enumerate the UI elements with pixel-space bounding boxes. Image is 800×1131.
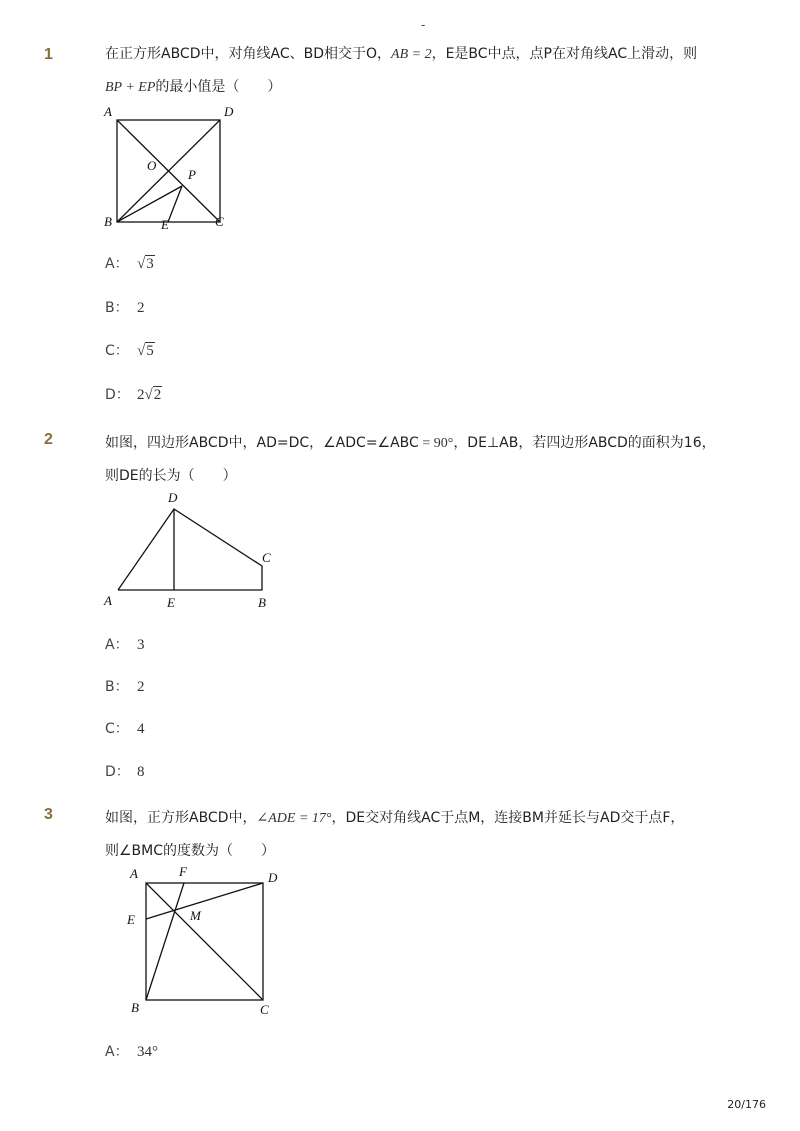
option-b[interactable]	[105, 298, 145, 318]
option-label: A：	[105, 256, 129, 272]
vertex-label: B	[258, 595, 266, 610]
option-label: A：	[105, 637, 129, 653]
option-value: √3	[137, 256, 154, 272]
option-d[interactable]	[105, 762, 145, 782]
option-value: 8	[137, 764, 145, 780]
question-number: 1	[44, 46, 53, 63]
segment-bf	[146, 883, 184, 1000]
option-a[interactable]	[105, 635, 145, 655]
stem-math: ∠ADE = 17°	[256, 811, 332, 826]
stem-text: 如图，正方形ABCD中，	[105, 810, 257, 826]
point-label: M	[190, 908, 201, 923]
vertex-label: A	[104, 104, 112, 119]
option-value: √5	[137, 343, 154, 359]
vertex-label: D	[224, 104, 234, 119]
option-value: 2	[137, 679, 145, 695]
stem-text: 则DE的长为（ ）	[105, 468, 237, 484]
point-label: E	[167, 595, 175, 610]
vertex-label: A	[130, 866, 138, 881]
quadrilateral-outline	[118, 509, 262, 590]
vertex-label: A	[104, 593, 112, 608]
option-label: D：	[105, 764, 130, 780]
point-label: P	[188, 167, 196, 182]
option-c[interactable]	[105, 719, 145, 739]
stem-text: 在正方形ABCD中，对角线AC、BD相交于O，	[105, 46, 392, 62]
point-label: E	[161, 217, 169, 232]
option-value: 2√2	[137, 387, 162, 403]
question-stem	[105, 802, 745, 868]
option-value: 4	[137, 721, 145, 737]
stem-text: 如图，四边形ABCD中，AD=DC，∠ADC=∠ABC	[105, 435, 419, 451]
point-label: E	[127, 912, 135, 927]
vertex-label: C	[262, 550, 271, 565]
option-value: 2	[137, 300, 145, 316]
segment-bp	[117, 186, 182, 222]
option-b[interactable]	[105, 677, 145, 697]
vertex-label: B	[131, 1000, 139, 1015]
page-number: 20/176	[727, 1098, 766, 1111]
vertex-label: B	[104, 214, 112, 229]
option-value: 34°	[137, 1044, 158, 1060]
option-label: C：	[105, 343, 129, 359]
header-mark: -	[421, 18, 426, 32]
stem-text: 的最小值是（ ）	[155, 79, 282, 95]
stem-text: ，DE⊥AB，若四边形ABCD的面积为16，	[453, 435, 716, 451]
option-label: A：	[105, 1044, 129, 1060]
stem-math: BP + EP	[105, 80, 156, 95]
option-a[interactable]	[105, 1042, 158, 1062]
question-stem	[105, 427, 745, 493]
segment-ep	[168, 186, 182, 222]
point-label: O	[147, 158, 157, 173]
vertex-label: C	[215, 214, 224, 229]
question-stem	[105, 38, 745, 104]
question-number: 3	[44, 806, 53, 823]
stem-text: ，DE交对角线AC于点M，连接BM并延长与AD交于点F，	[331, 810, 685, 826]
option-label: B：	[105, 300, 129, 316]
vertex-label: C	[260, 1002, 269, 1017]
square-diagram	[100, 102, 250, 232]
quadrilateral-diagram	[100, 488, 280, 613]
vertex-label: D	[168, 490, 178, 505]
option-label: D：	[105, 387, 130, 403]
option-label: C：	[105, 721, 129, 737]
option-a[interactable]	[105, 254, 155, 274]
option-label: B：	[105, 679, 129, 695]
stem-text: ，E是BC中点，点P在对角线AC上滑动，则	[431, 46, 698, 62]
option-value: 3	[137, 637, 145, 653]
stem-math: AB = 2	[391, 47, 432, 62]
stem-text: 则∠BMC的度数为（ ）	[105, 843, 276, 859]
option-d[interactable]	[105, 385, 162, 405]
point-label: F	[179, 864, 187, 879]
vertex-label: D	[268, 870, 278, 885]
stem-math: = 90°	[418, 436, 454, 451]
option-c[interactable]	[105, 341, 155, 361]
question-number: 2	[44, 431, 53, 448]
square-diagram	[118, 862, 288, 1022]
